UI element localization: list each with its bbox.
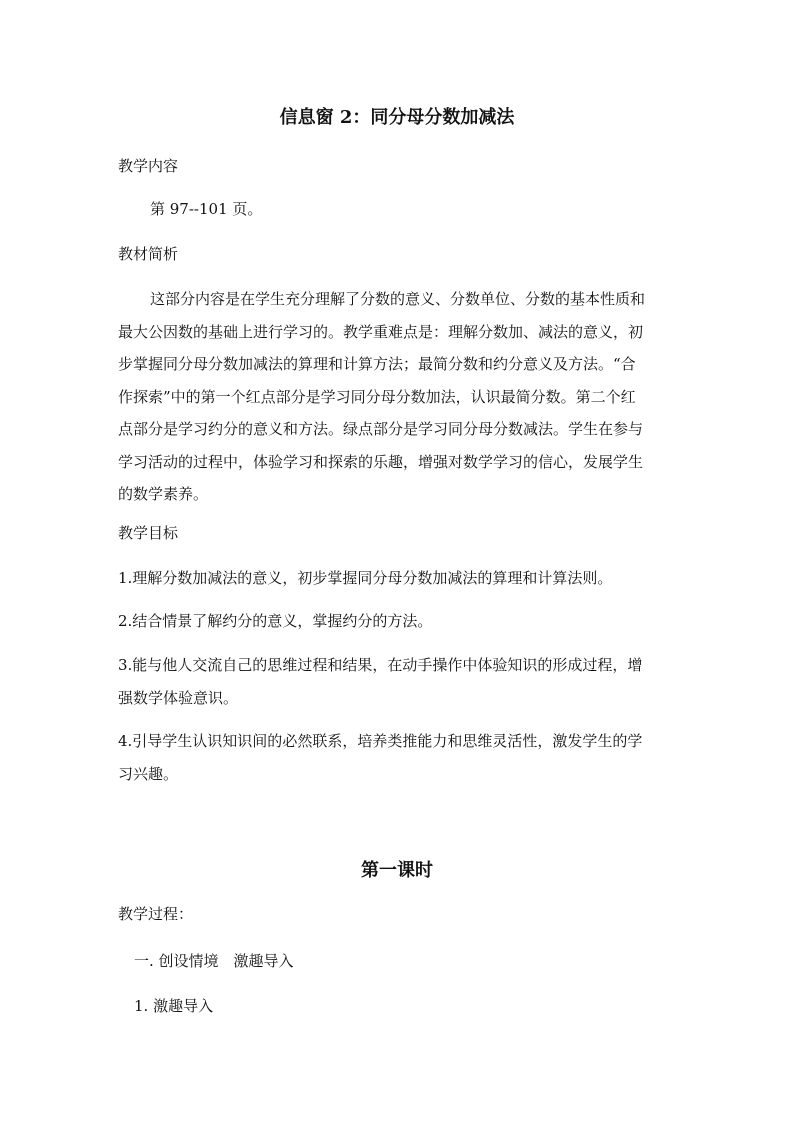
paragraph-line: 点部分是学习约分的意义和方法。绿点部分是学习同分母分数减法。学生在参与	[118, 420, 644, 438]
objective-line: 习兴趣。	[118, 764, 179, 783]
objective-item-4	[118, 725, 678, 790]
objective-line: 强数学体验意识。	[118, 688, 239, 707]
paragraph-line: 作探索”中的第一个红点部分是学习同分母分数加法，认识最简分数。第二个红	[118, 387, 636, 406]
objective-line: 3.能与他人交流自己的思维过程和结果，在动手操作中体验知识的形成过程，增	[118, 656, 643, 674]
objective-item-3	[118, 649, 678, 714]
paragraph-line: 步掌握同分母分数加减法的算理和计算方法；最简分数和约分意义及方法。“合	[118, 355, 636, 373]
objective-item-1: 1.理解分数加减法的意义，初步掌握同分母分数加减法的算理和计算法则。	[118, 569, 613, 587]
process-step-1: 一. 创设情境 激趣导入	[134, 952, 294, 970]
objective-item-2: 2.结合情景了解约分的意义，掌握约分的方法。	[118, 612, 433, 630]
paragraph-line: 这部分内容是在学生充分理解了分数的意义、分数单位、分数的基本性质和	[150, 290, 646, 308]
lesson-title: 第一课时	[361, 860, 433, 881]
document-title: 信息窗 2：同分母分数加减法	[279, 107, 515, 128]
paragraph-line: 学习活动的过程中，体验学习和探索的乐趣，增强对数学学习的信心，发展学生	[118, 452, 644, 471]
section-heading-content: 教学内容	[118, 157, 179, 175]
process-step-1-1: 1. 激趣导入	[134, 997, 214, 1015]
analysis-paragraph	[118, 283, 678, 511]
paragraph-line: 的数学素养。	[118, 485, 209, 503]
section-heading-analysis: 教材简析	[118, 245, 179, 263]
section-heading-objectives: 教学目标	[118, 524, 179, 542]
process-heading: 教学过程：	[118, 905, 194, 923]
content-text: 第 97--101 页。	[150, 200, 263, 218]
paragraph-line: 最大公因数的基础上进行学习的。教学重难点是：理解分数加、减法的意义，初	[118, 322, 644, 341]
objective-line: 4.引导学生认识知识间的必然联系，培养类推能力和思维灵活性，激发学生的学	[118, 732, 643, 750]
